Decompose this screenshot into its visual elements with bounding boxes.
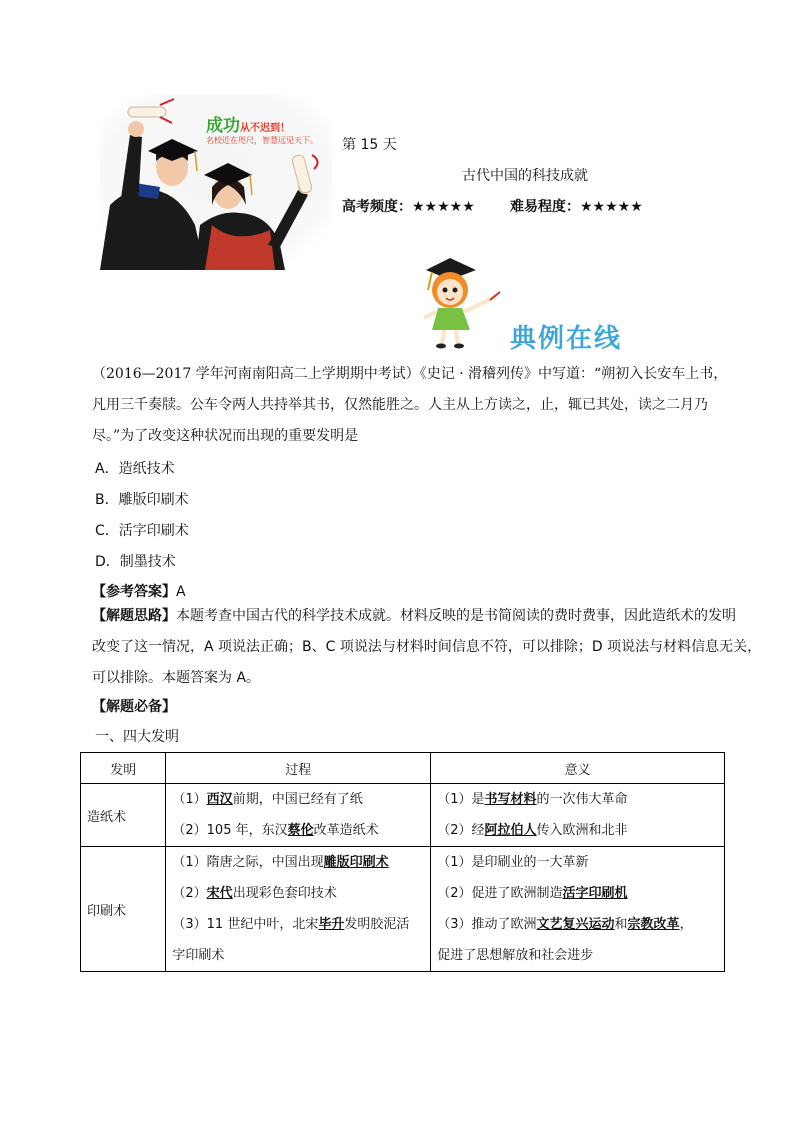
difficulty-stars: ★★★★★ bbox=[580, 199, 643, 215]
frequency-label: 高考频度： bbox=[342, 199, 412, 215]
difficulty-label: 难易程度： bbox=[510, 199, 580, 215]
process-line: （1）西汉前期，中国已经有了纸 bbox=[172, 792, 363, 807]
mascot-graphic bbox=[420, 252, 630, 352]
analysis-label: 【解题思路】 bbox=[92, 608, 176, 624]
question-line-3: 尽。”为了改变这种状况而出现的重要发明是 bbox=[92, 428, 359, 444]
option-d: D．制墨技术 bbox=[95, 554, 176, 570]
process-line: （2）宋代出现彩色套印技术 bbox=[172, 886, 337, 901]
mascot-title: 典例在线 bbox=[510, 324, 623, 354]
answer-value: A bbox=[176, 584, 186, 600]
answer-label: 【参考答案】 bbox=[92, 584, 176, 600]
table-row bbox=[81, 847, 725, 972]
slogan-tail: 从不迟到！ bbox=[240, 123, 290, 134]
essentials-label: 【解题必备】 bbox=[92, 699, 176, 715]
frequency-stars: ★★★★★ bbox=[412, 199, 475, 215]
option-a: A．造纸技术 bbox=[95, 461, 175, 477]
difficulty bbox=[510, 196, 643, 216]
header-invention: 发明 bbox=[81, 753, 166, 784]
significance-line: 促进了思想解放和社会进步 bbox=[437, 948, 594, 963]
topic-title: 古代中国的科技成就 bbox=[462, 168, 588, 184]
option-c: C．活字印刷术 bbox=[95, 523, 189, 539]
option-b: B．雕版印刷术 bbox=[95, 492, 189, 508]
section-title: 一、四大发明 bbox=[95, 729, 179, 745]
process-line: （1）隋唐之际，中国出现雕版印刷术 bbox=[172, 855, 389, 870]
process-line: 字印刷术 bbox=[172, 948, 225, 963]
significance-cell bbox=[431, 847, 725, 972]
table-header-row bbox=[81, 753, 725, 784]
header-significance: 意义 bbox=[431, 753, 725, 784]
invention-name: 造纸术 bbox=[81, 784, 166, 847]
significance-line: （2）经阿拉伯人传入欧洲和北非 bbox=[437, 823, 628, 838]
graduates-banner-image bbox=[100, 95, 332, 270]
process-line: （2）105 年，东汉蔡伦改革造纸术 bbox=[172, 823, 379, 838]
process-cell bbox=[166, 784, 431, 847]
exam-frequency bbox=[342, 196, 475, 216]
inventions-table bbox=[80, 752, 725, 972]
question-line-1: （2016—2017 学年河南南阳高二上学期期中考试）《史记 · 滑稽列传》中写道：“朔初入长安车上书， bbox=[92, 366, 728, 382]
day-label: 第 15 天 bbox=[342, 137, 397, 153]
question-line-2: 凡用三千奏牍。公车令两人共持举其书，仅然能胜之。人主从上方读之，止，辄已其处，读之二月乃 bbox=[92, 397, 708, 413]
significance-line: （1）是印刷业的一大革新 bbox=[437, 855, 589, 870]
significance-cell bbox=[431, 784, 725, 847]
table-row bbox=[81, 784, 725, 847]
slogan-main: 成功 bbox=[206, 116, 240, 136]
significance-line: （1）是书写材料的一次伟大革命 bbox=[437, 792, 628, 807]
analysis-line-2: 改变了这一情况，A 项说法正确；B、C 项说法与材料时间信息不符，可以排除；D 项说法与材料信息无关， bbox=[92, 639, 762, 655]
process-cell bbox=[166, 847, 431, 972]
analysis-line-1 bbox=[92, 606, 736, 626]
analysis-text-1: 本题考查中国古代的科学技术成就。材料反映的是书简阅读的费时费事，因此造纸术的发明 bbox=[176, 608, 736, 624]
process-line: （3）11 世纪中叶，北宋毕升发明胶泥活 bbox=[172, 917, 410, 932]
invention-name: 印刷术 bbox=[81, 847, 166, 972]
reference-answer bbox=[92, 582, 186, 602]
header-process: 过程 bbox=[166, 753, 431, 784]
banner-slogan bbox=[206, 111, 290, 136]
significance-line: （2）促进了欧洲制造活字印刷机 bbox=[437, 886, 628, 901]
significance-line: （3）推动了欧洲文艺复兴运动和宗教改革， bbox=[437, 917, 693, 932]
analysis-line-3: 可以排除。本题答案为 A。 bbox=[92, 670, 261, 686]
slogan-sub: 名校近在咫尺，智慧远见天下。 bbox=[206, 136, 318, 145]
